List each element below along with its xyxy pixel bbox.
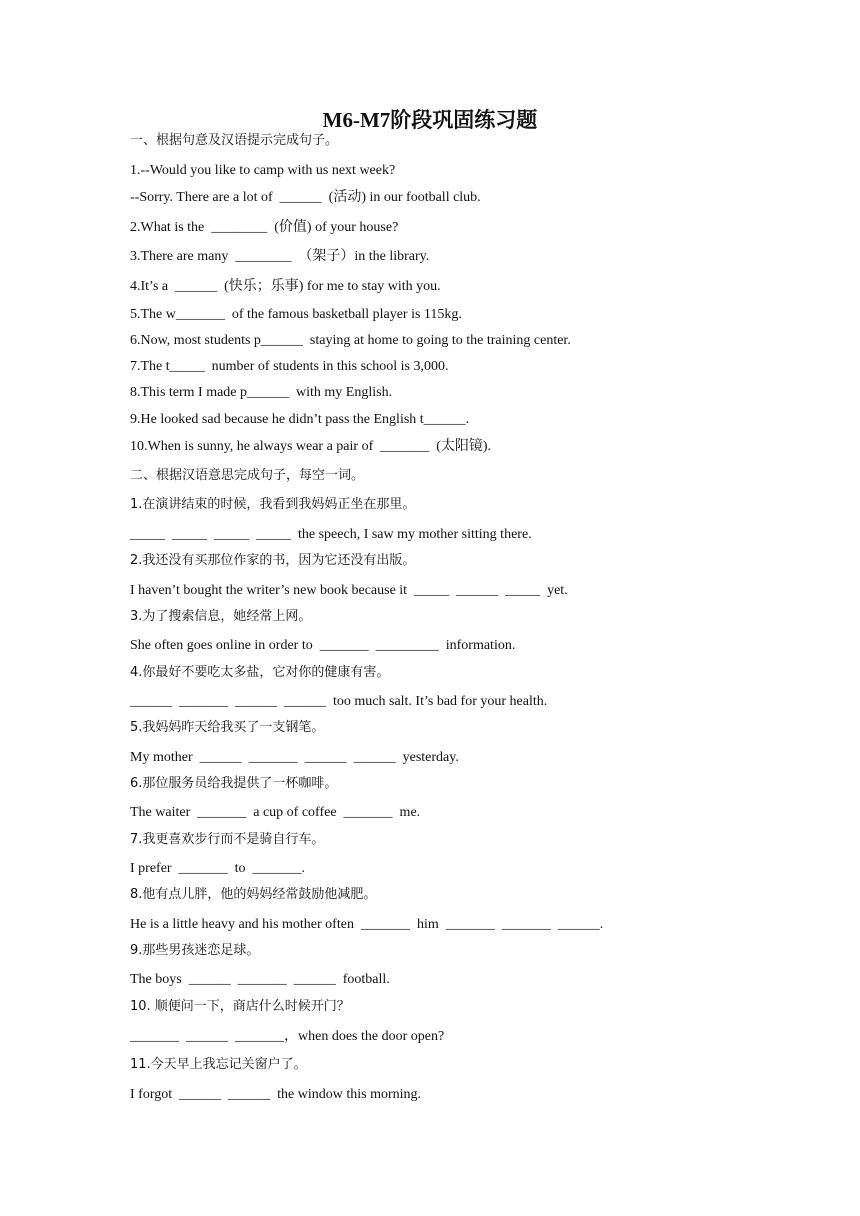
section2-item-en: I prefer _______ to _______. [130, 861, 305, 876]
section2-item-cn: 9.那些男孩迷恋足球。 [130, 943, 260, 958]
section1-line: 1.--Would you like to camp with us next week? [130, 163, 396, 178]
section1-line: 2.What is the ________ (价值) of your house? [130, 220, 399, 235]
section2-item-en: The waiter _______ a cup of coffee _______ me. [130, 805, 421, 820]
section2-heading: 二、根据汉语意思完成句子，每空一词。 [130, 468, 365, 483]
section1-line: 8.This term I made p______ with my English. [130, 385, 393, 400]
section1-line: --Sorry. There are a lot of ______ (活动) in our football club. [130, 190, 481, 205]
section2-item-cn: 4.你最好不要吃太多盐，它对你的健康有害。 [130, 665, 390, 680]
section2-item-en: I forgot ______ ______ the window this morning. [130, 1087, 422, 1102]
section2-item-en: _______ ______ _______，when does the door open? [130, 1029, 445, 1044]
section2-item-en: I haven’t bought the writer’s new book because it _____ ______ _____ yet. [130, 583, 568, 598]
section2-item-en: _____ _____ _____ _____ the speech, I saw my mother sitting there. [130, 527, 532, 542]
section2-item-cn: 11.今天早上我忘记关窗户了。 [130, 1057, 307, 1072]
page-title: M6-M7阶段巩固练习题 [322, 108, 538, 132]
section1-heading: 一、根据句意及汉语提示完成句子。 [130, 133, 339, 148]
section2-item-cn: 5.我妈妈昨天给我买了一支钢笔。 [130, 720, 325, 735]
section2-item-en: The boys ______ _______ ______ football. [130, 972, 390, 987]
section2-item-en: ______ _______ ______ ______ too much salt. It’s bad for your health. [130, 694, 548, 709]
section1-line: 7.The t_____ number of students in this school is 3,000. [130, 359, 449, 374]
section2-item-en: He is a little heavy and his mother often _______ him _______ _______ ______. [130, 917, 604, 932]
section2-item-cn: 2.我还没有买那位作家的书，因为它还没有出版。 [130, 553, 416, 568]
section1-line: 6.Now, most students p______ staying at home to going to the training center. [130, 333, 571, 348]
section1-line: 10.When is sunny, he always wear a pair of _______ (太阳镜). [130, 439, 492, 454]
section2-item-cn: 10. 顺便问一下，商店什么时候开门？ [130, 999, 350, 1014]
section1-line: 4.It’s a ______ (快乐；乐事) for me to stay with you. [130, 279, 441, 294]
section1-line: 9.He looked sad because he didn’t pass the English t______. [130, 412, 470, 427]
section2-item-cn: 3.为了搜索信息，她经常上网。 [130, 609, 312, 624]
section2-item-cn: 7.我更喜欢步行而不是骑自行车。 [130, 832, 325, 847]
section2-item-en: My mother ______ _______ ______ ______ yesterday. [130, 750, 459, 765]
section2-item-en: She often goes online in order to _______ _________ information. [130, 638, 516, 653]
section1-line: 3.There are many ________ （架子）in the library. [130, 249, 430, 264]
section2-item-cn: 1.在演讲结束的时候，我看到我妈妈正坐在那里。 [130, 497, 416, 512]
section2-item-cn: 8.他有点儿胖，他的妈妈经常鼓励他减肥。 [130, 887, 377, 902]
section2-item-cn: 6.那位服务员给我提供了一杯咖啡。 [130, 776, 338, 791]
section1-line: 5.The w_______ of the famous basketball player is 115kg. [130, 307, 462, 322]
